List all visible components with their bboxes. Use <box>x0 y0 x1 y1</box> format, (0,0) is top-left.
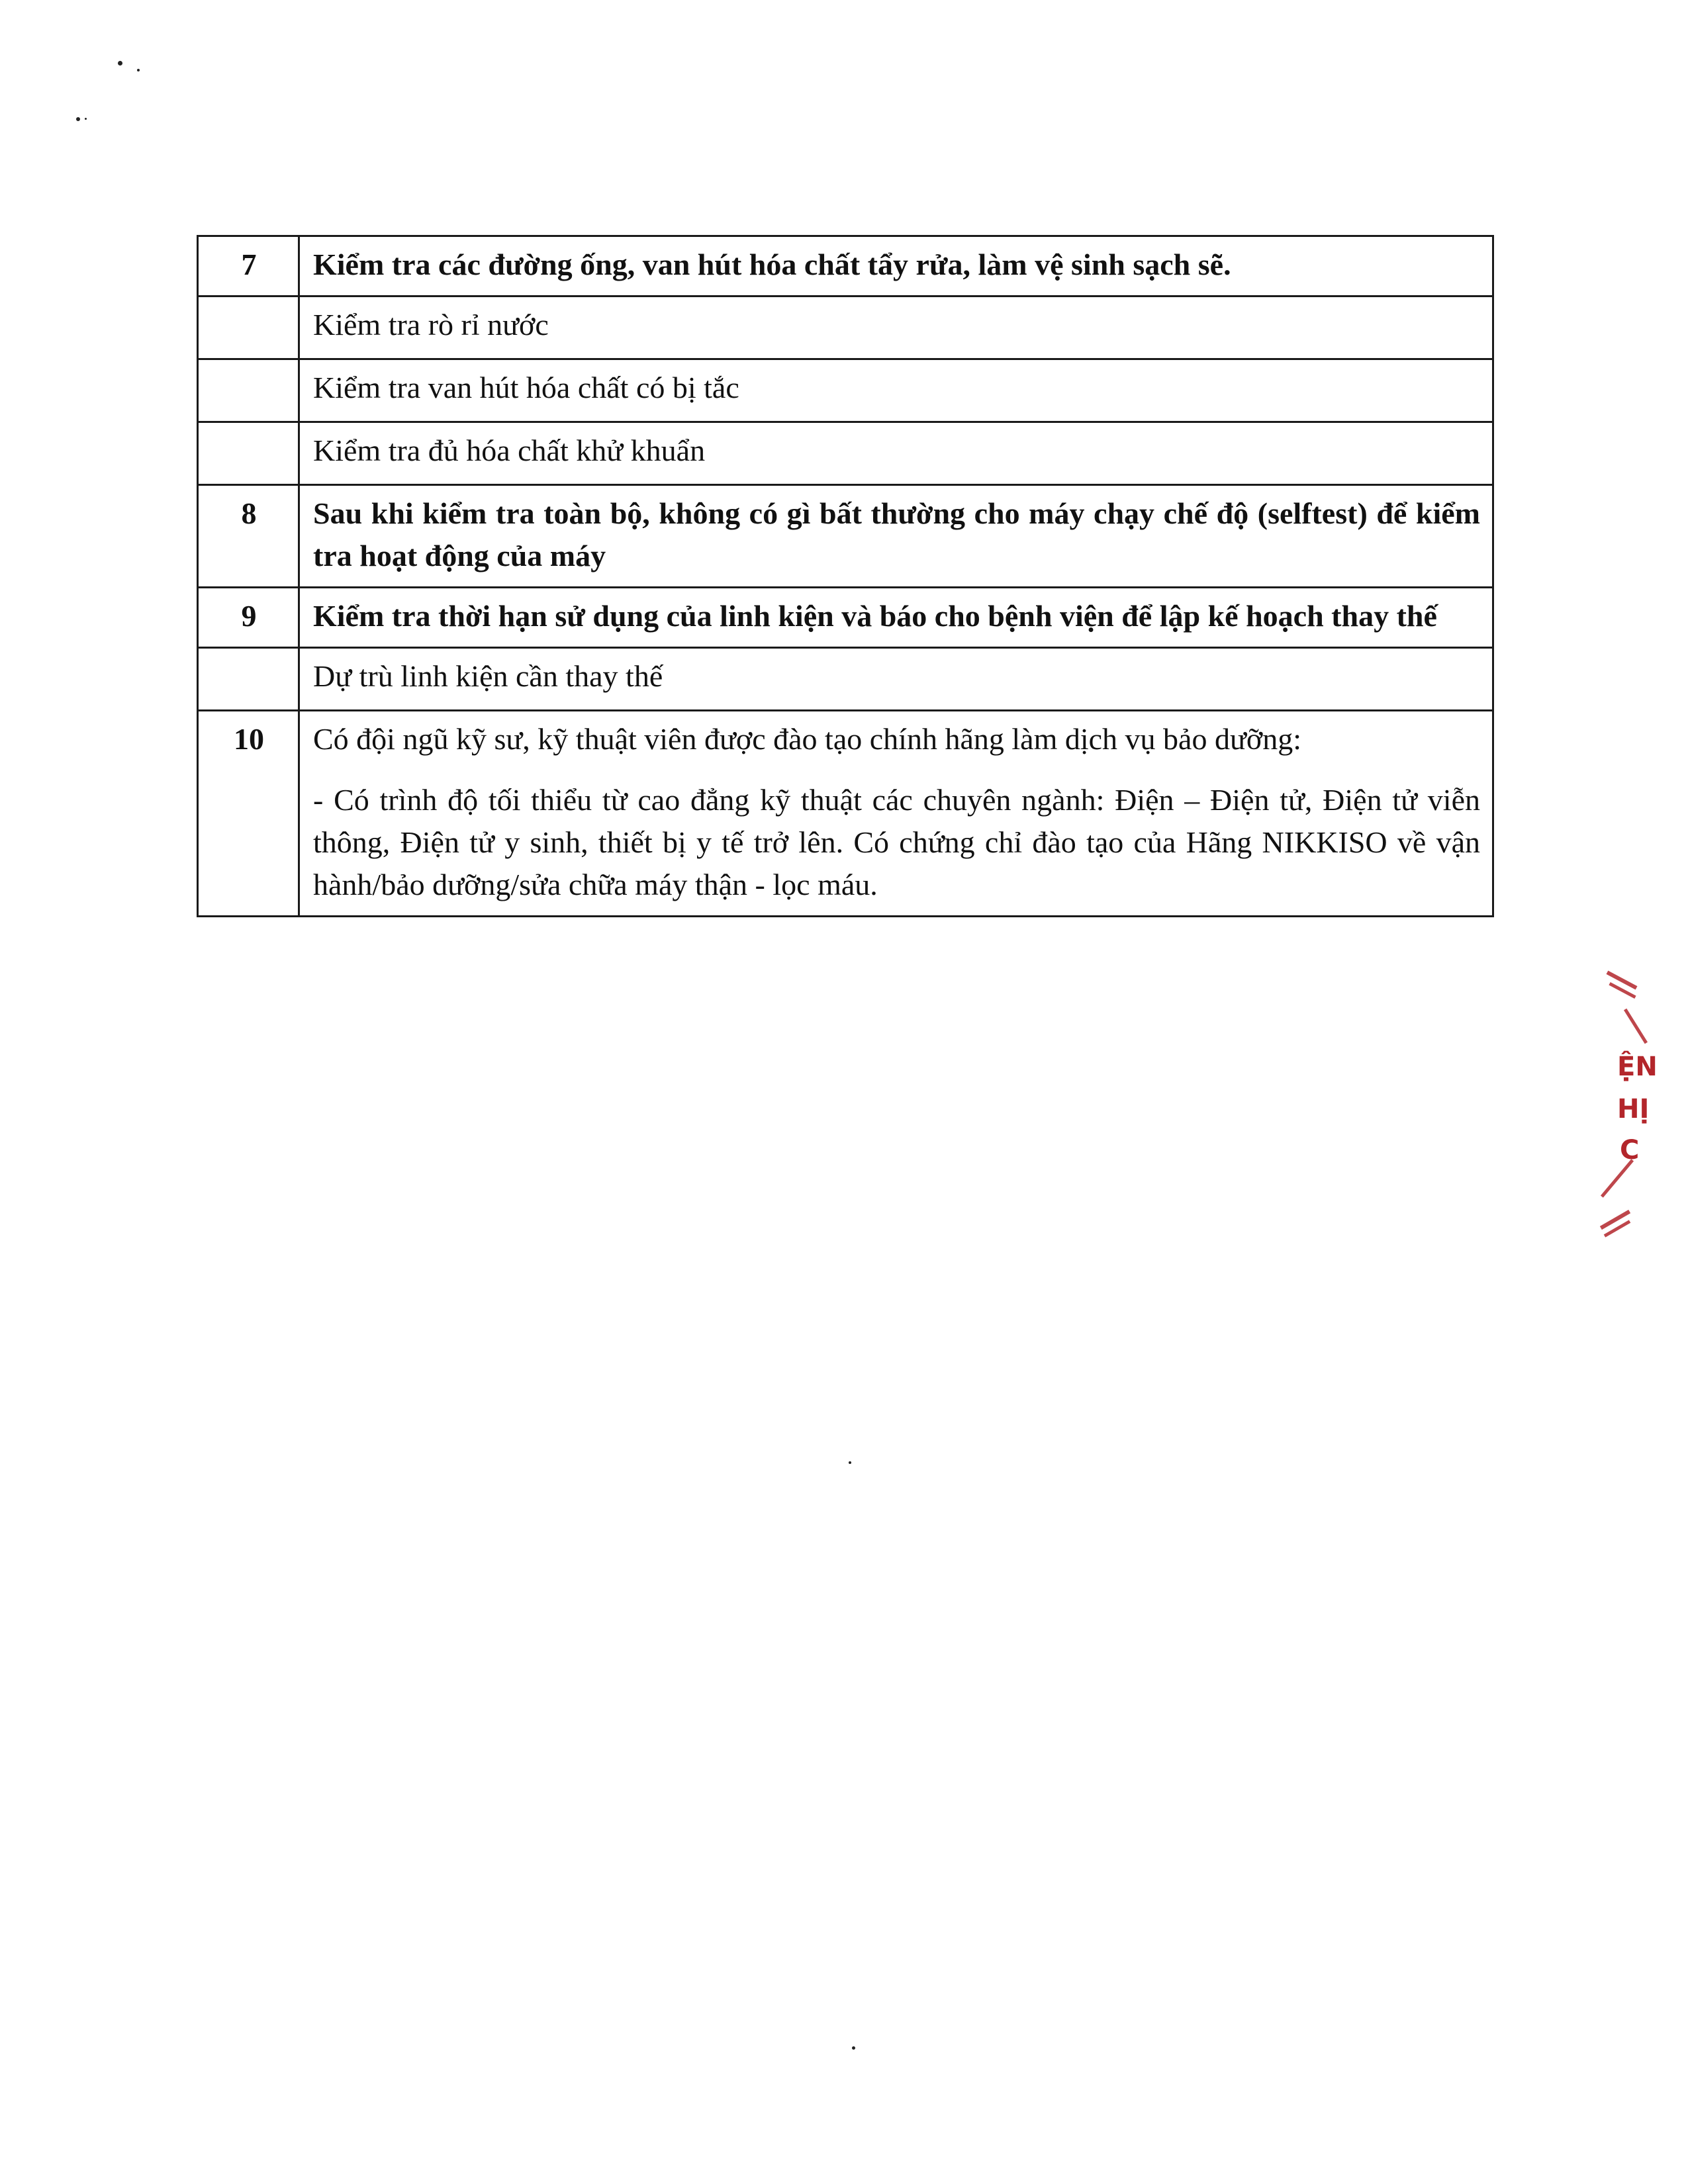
stamp-text-line: HỊ <box>1617 1094 1650 1124</box>
row-number: 9 <box>198 588 299 648</box>
stamp-stroke <box>1607 971 1638 990</box>
row-text: Kiểm tra các đường ống, van hút hóa chất tẩy rửa, làm vệ sinh sạch sẽ. <box>299 236 1493 296</box>
row-number: 8 <box>198 485 299 588</box>
stamp-stroke <box>1624 1009 1648 1044</box>
row-text: Kiểm tra van hút hóa chất có bị tắc <box>299 359 1493 422</box>
scan-speck <box>85 118 87 120</box>
scan-speck <box>852 2046 855 2050</box>
table-row <box>198 648 1493 711</box>
row-text: Kiểm tra đủ hóa chất khử khuẩn <box>299 422 1493 485</box>
row-text-detail: - Có trình độ tối thiểu từ cao đẳng kỹ thuật các chuyên ngành: Điện – Điện tử, Điện tử viễn thông, Điện tử y sinh, thiết bị y tế trở lên. Có chứng chỉ đào tạo của Hãng NIKKISO về vận hành/bảo dưỡng/sửa chữa máy thận - lọc máu. <box>313 783 1480 901</box>
table-row <box>198 296 1493 359</box>
table-row <box>198 236 1493 296</box>
row-number <box>198 296 299 359</box>
table-row <box>198 422 1493 485</box>
scan-speck <box>118 61 122 66</box>
row-text-block <box>299 711 1493 917</box>
row-number <box>198 648 299 711</box>
table-row <box>198 359 1493 422</box>
row-text: Dự trù linh kiện cần thay thế <box>299 648 1493 711</box>
stamp-text-line: ỆN <box>1617 1052 1658 1082</box>
table-row <box>198 711 1493 917</box>
row-number <box>198 422 299 485</box>
scan-speck <box>137 69 140 71</box>
scan-speck <box>849 1461 851 1464</box>
stamp-stroke <box>1601 1159 1634 1197</box>
row-text: Có đội ngũ kỹ sư, kỹ thuật viên được đào tạo chính hãng làm dịch vụ bảo dưỡng: <box>313 722 1302 756</box>
row-text: Kiểm tra rò rỉ nước <box>299 296 1493 359</box>
row-number: 7 <box>198 236 299 296</box>
red-seal-stamp <box>1585 966 1688 1244</box>
row-text: Kiểm tra thời hạn sử dụng của linh kiện và báo cho bệnh viện để lập kế hoạch thay thế <box>299 588 1493 648</box>
scan-speck <box>76 117 80 121</box>
row-number: 10 <box>198 711 299 917</box>
row-number <box>198 359 299 422</box>
maintenance-checklist-table <box>197 235 1494 917</box>
stamp-text-line: C <box>1620 1135 1640 1165</box>
row-text: Sau khi kiểm tra toàn bộ, không có gì bất thường cho máy chạy chế độ (selftest) để kiểm tra hoạt động của máy <box>299 485 1493 588</box>
table-row <box>198 485 1493 588</box>
table-row <box>198 588 1493 648</box>
stamp-stroke <box>1600 1210 1630 1230</box>
